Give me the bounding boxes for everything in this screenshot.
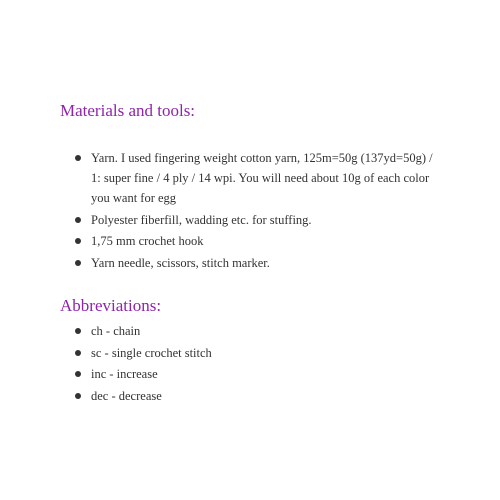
list-item-text: ch - chain — [91, 324, 141, 338]
list-item — [0, 364, 436, 384]
list-item-text: Polyester fiberfill, wadding etc. for stuffing. — [91, 212, 312, 227]
list-item — [0, 343, 436, 363]
bullet-icon — [75, 393, 81, 399]
list-item-text: sc - single crochet stitch — [91, 345, 212, 360]
bullet-icon — [75, 155, 81, 161]
materials-heading: Materials and tools: — [60, 101, 196, 120]
bullet-icon — [75, 328, 81, 334]
abbreviations-list — [0, 321, 436, 407]
list-item — [0, 253, 436, 273]
abbreviations-heading: Abbreviations: — [60, 296, 162, 315]
list-item-text: Yarn needle, scissors, stitch marker. — [91, 255, 270, 270]
list-item-text: Yarn. I used fingering weight cotton yarn, 125m=50g (137yd=50g) / 1: super fine / 4 ply / 14 wpi. You will need about 10g of each color you want for egg — [91, 151, 433, 205]
list-item — [0, 231, 436, 251]
list-item — [0, 148, 436, 208]
materials-list — [0, 148, 436, 274]
bullet-icon — [75, 217, 81, 223]
list-item-text: inc - increase — [91, 367, 158, 381]
list-item — [0, 386, 436, 406]
bullet-icon — [75, 260, 81, 266]
list-item-text: dec - decrease — [91, 388, 162, 403]
list-item — [0, 321, 436, 341]
bullet-icon — [75, 238, 81, 244]
list-item-text: 1,75 mm crochet hook — [91, 234, 204, 248]
list-item — [0, 210, 436, 230]
bullet-icon — [75, 350, 81, 356]
bullet-icon — [75, 371, 81, 377]
